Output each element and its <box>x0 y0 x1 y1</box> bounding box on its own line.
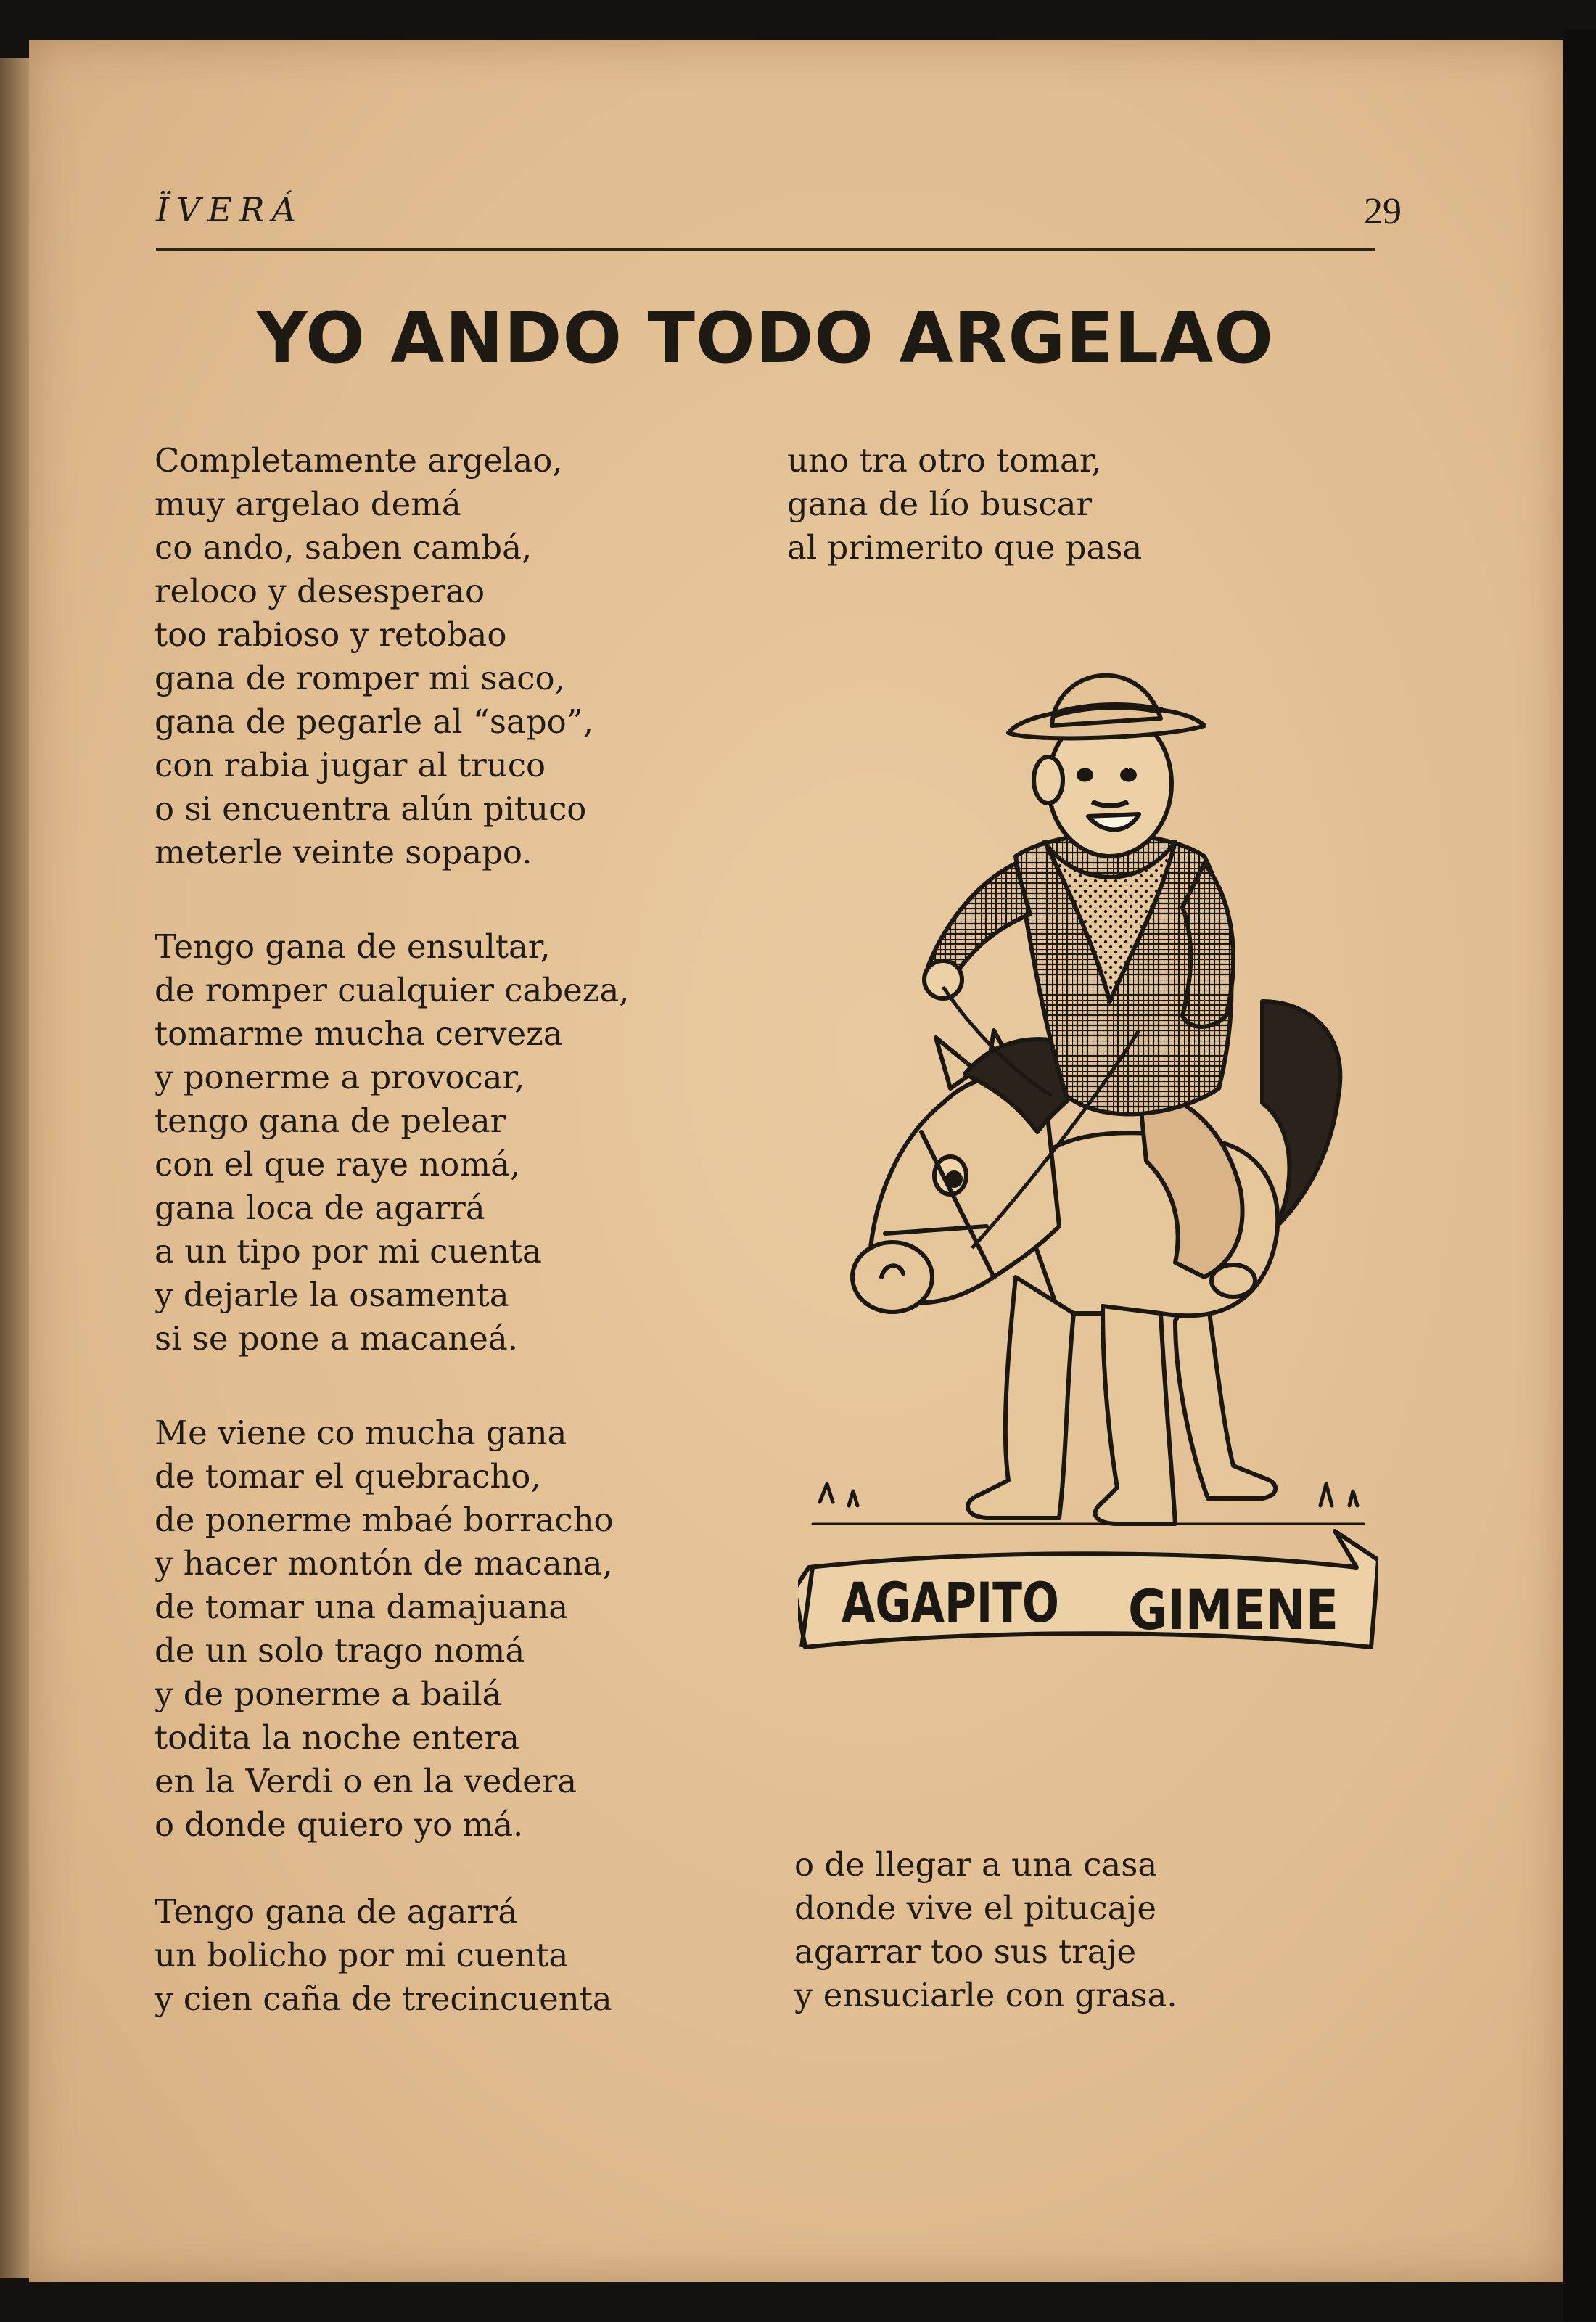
verse-line: en la Verdi o en la vedera <box>155 1762 577 1800</box>
verse-line: reloco y desesperao <box>155 572 485 610</box>
verse-line: de un solo trago nomá <box>155 1631 525 1670</box>
verse-line: de ponerme mbaé borracho <box>155 1501 614 1539</box>
verse-line: de tomar una damajuana <box>155 1588 569 1626</box>
scan-border <box>1563 29 1596 2322</box>
verse-line: too rabioso y retobao <box>155 615 507 654</box>
banner-name-second: GIMENE <box>1128 1578 1338 1642</box>
verse-line: o si encuentra alún pituco <box>155 789 587 828</box>
verse-line: gana de pegarle al “sapo”, <box>155 702 594 741</box>
verse-line: con el que raye nomá, <box>155 1145 521 1183</box>
verse-line: y de ponerme a bailá <box>155 1675 502 1713</box>
right-stanza-top <box>787 439 1142 570</box>
verse-line: de tomar el quebracho, <box>155 1457 541 1496</box>
verse-line: Me viene co mucha gana <box>155 1414 567 1452</box>
verse-line: Completamente argelao, <box>155 441 563 480</box>
verse-line: o donde quiero yo má. <box>155 1805 524 1844</box>
verse-line: muy argelao demá <box>155 485 461 523</box>
verse-line: gana loca de agarrá <box>155 1189 485 1227</box>
header-rule <box>156 248 1375 251</box>
verse-line: o de llegar a una casa <box>794 1845 1158 1884</box>
verse-line: un bolicho por mi cuenta <box>155 1936 569 1974</box>
right-stanza-bottom <box>794 1843 1177 2017</box>
stanza-2 <box>155 925 630 1361</box>
stanza-1 <box>155 439 593 874</box>
verse-line: y cien caña de trecincuenta <box>155 1980 612 2018</box>
verse-line: gana de lío buscar <box>787 485 1093 523</box>
verse-line: con rabia jugar al truco <box>155 746 546 784</box>
verse-line: y dejarle la osamenta <box>155 1276 509 1314</box>
stanza-3 <box>155 1411 614 1847</box>
verse-line: donde vive el pitucaje <box>794 1889 1156 1927</box>
running-head: ÏVERÁ <box>156 190 303 229</box>
poem-title: YO ANDO TODO ARGELAO <box>257 298 1274 379</box>
verse-line: tengo gana de pelear <box>155 1101 506 1140</box>
verse-line: Tengo gana de agarrá <box>155 1892 518 1931</box>
verse-line: de romper cualquier cabeza, <box>155 971 630 1009</box>
verse-line: y ensuciarle con grasa. <box>794 1976 1177 2014</box>
gaucho-horse-illustration <box>798 624 1378 1785</box>
verse-line: meterle veinte sopapo. <box>155 833 532 871</box>
verse-line: co ando, saben cambá, <box>155 528 532 567</box>
verse-line: Tengo gana de ensultar, <box>155 927 551 966</box>
verse-line: todita la noche entera <box>155 1718 519 1757</box>
verse-line: y hacer montón de macana, <box>155 1544 613 1583</box>
page-number: 29 <box>1364 191 1402 232</box>
verse-line: a un tipo por mi cuenta <box>155 1232 542 1271</box>
verse-line: si se pone a macaneá. <box>155 1319 519 1358</box>
verse-line: al primerito que pasa <box>787 528 1143 567</box>
stanza-4 <box>155 1890 612 2021</box>
verse-line: tomarme mucha cerveza <box>155 1014 563 1053</box>
banner-name-first: AGAPITO <box>842 1570 1059 1635</box>
verse-line: gana de romper mi saco, <box>155 659 565 697</box>
previous-page-edge <box>0 58 30 2278</box>
verse-line: uno tra otro tomar, <box>787 441 1102 480</box>
verse-line: y ponerme a provocar, <box>155 1058 525 1096</box>
verse-line: agarrar too sus traje <box>794 1932 1137 1971</box>
